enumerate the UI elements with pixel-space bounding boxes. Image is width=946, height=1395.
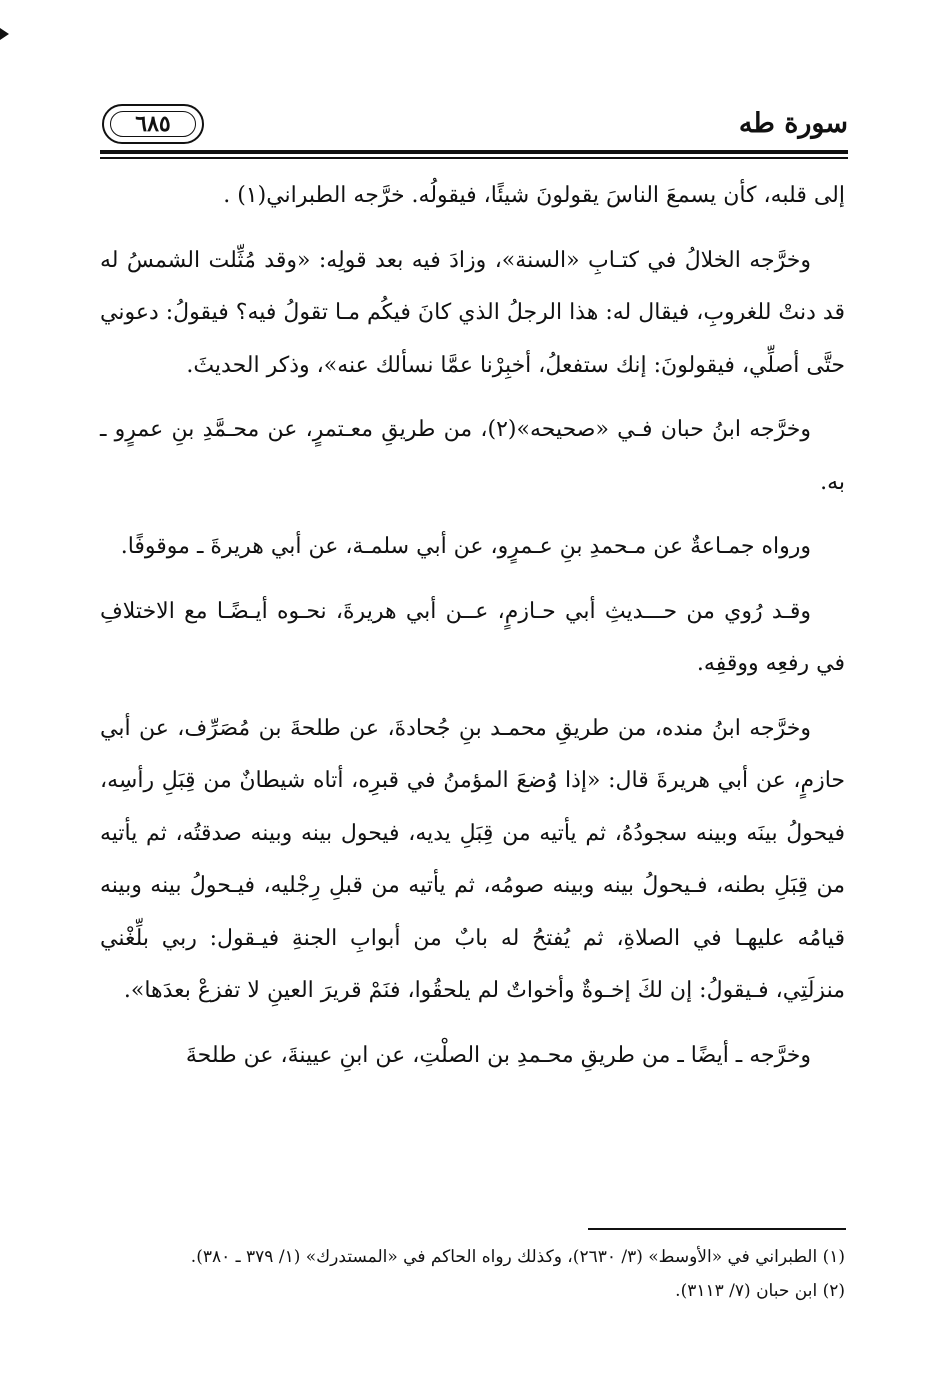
- page-title: سورة طه: [738, 108, 848, 139]
- paragraph: وخرَّجه ابنُ منده، من طريقِ محمـد بنِ جُحادةَ، عن طلحةَ بن مُصَرِّف، عن أبي حازمٍ، عن أبي هريرةَ قال: «إذا وُضعَ المؤمنُ في قبرِه، أتاه شيطانٌ من قِبَلِ رأسِه، فيحولُ بينَه وبينه سجودُهُ، ثم يأتيه من قِبَلِ يديه، فيحول بينه وبينه صدقتُه، ثم يأتيه من قِبَلِ بطنه، فـيحولُ بينه وبينه صومُه، ثم يأتيه من قبلِ رِجْليه، فيـحولُ بينه وبينه قيامُه عليهـا في الصلاةِ، ثم يُفتحُ له بابٌ من أبوابِ الجنةِ فيـقول: ربي بلِّغْني منزلَتِي، فـيقولُ: إن لكَ إخـوةٌ وأخواتٌ لم يلحقُوا، فنَمْ قريرَ العينِ لا تفزعْ بعدَها».: [100, 715, 845, 1003]
- footnote: (١) الطبراني في «الأوسط» (٣/ ٢٦٣٠)، وكذلك رواه الحاكم في «المستدرك» (١/ ٣٧٩ ـ ٣٨٠).: [190, 1247, 845, 1267]
- header-rule-thick: [100, 150, 848, 154]
- page-number: ٦٨٥: [135, 111, 171, 137]
- paragraph: وخرَّجه ابنُ حبان فـي «صحيحه»(٢)، من طريقِ معـتمرٍ، عن محـمَّدِ بنِ عمرٍو ـ به.: [100, 417, 845, 495]
- page-header: [100, 98, 848, 154]
- body-text: [100, 170, 845, 1094]
- paragraph: وخرَّجه الخلالُ في كتـابِ «السنة»، وزادَ فيه بعد قولِه: «وقد مُثِّلت الشمسُ له قد دنتْ للغروبِ، فيقال له: هذا الرجلُ الذي كانَ فيكُم مـا تقولُ فيه؟ فيقولُ: دعوني حتَّى أصلِّي، فيقولونَ: إنك ستفعلُ، أخبِرْنا عمَّا نسألك عنه»، وذكر الحديثَ.: [100, 247, 845, 378]
- header-rule-thin: [100, 157, 848, 159]
- paragraph: ورواه جمـاعةٌ عن مـحمدِ بنِ عـمرٍو، عن أبي سلمـة، عن أبي هريرةَ ـ موقوفًا.: [120, 534, 811, 559]
- paragraph: وقـد رُوي من حـــديثِ أبي حـازمٍ، عــن أبي هريرةَ، نحـوه أيـضًـا مع الاختلافِ في رفعِه ووقفِه.: [100, 598, 845, 676]
- paragraph: وخرَّجه ـ أيضًا ـ من طريقِ محـمدِ بن الصلْتِ، عن ابنِ عيينةَ، عن طلحةَ: [185, 1042, 811, 1068]
- corner-mark: [0, 28, 9, 40]
- footnotes: [100, 1240, 845, 1308]
- footnote-rule: [588, 1228, 846, 1230]
- footnote: (٢) ابن حبان (٧/ ٣١١٣).: [675, 1281, 845, 1301]
- page-number-badge: [102, 104, 204, 144]
- paragraph: إلى قلبه، كأن يسمعَ الناسَ يقولونَ شيئًا، فيقولُه. خرَّجه الطبراني(١) .: [223, 183, 845, 208]
